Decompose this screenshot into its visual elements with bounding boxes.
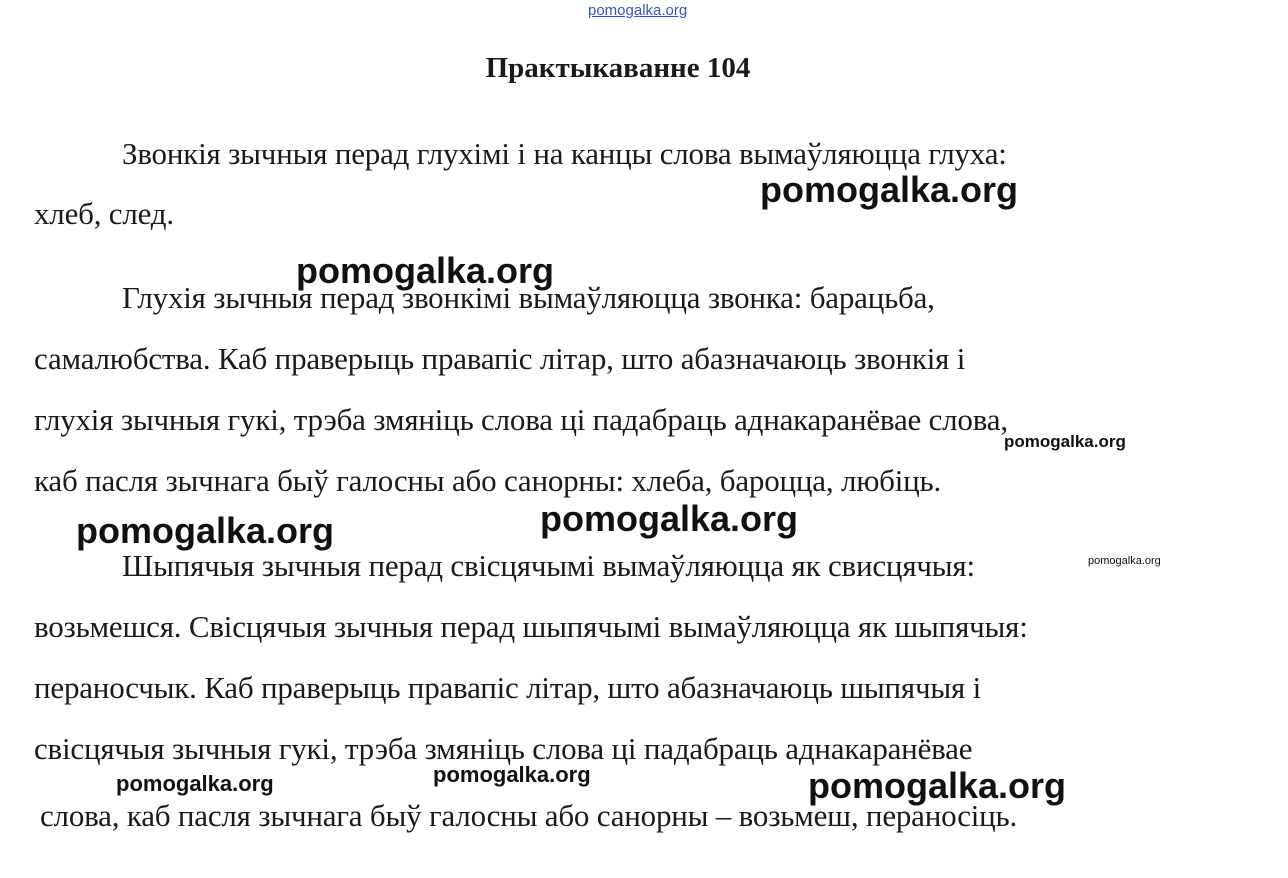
- text-line: слова, каб пасля зычнага быў галосны або санорны – возьмеш, пераносіць.: [40, 798, 1018, 833]
- watermark: pomogalka.org: [540, 498, 799, 539]
- watermark: pomogalka.org: [808, 765, 1067, 806]
- text-line: самалюбства. Каб праверыць правапіс літар, што абазначаюць звонкія і: [34, 341, 966, 376]
- text-line: хлеб, след.: [34, 196, 174, 231]
- text-line: свісцячыя зычныя гукі, трэба змяніць слова ці падабраць аднакаранёвае: [34, 731, 973, 766]
- text-line: возьмешся. Свісцячыя зычныя перад шыпячымі вымаўляюцца як шыпячыя:: [34, 609, 1028, 644]
- text-line: Шыпячыя зычныя перад свісцячымі вымаўляюцца як свисцячыя:: [122, 548, 975, 583]
- watermark: pomogalka.org: [433, 762, 591, 787]
- watermark: pomogalka.org: [1004, 432, 1126, 451]
- site-link[interactable]: pomogalka.org: [588, 2, 688, 19]
- watermark: pomogalka.org: [116, 771, 274, 796]
- page-title: Практыкаванне 104: [485, 52, 751, 84]
- watermark: pomogalka.org: [76, 510, 335, 551]
- watermark: pomogalka.org: [760, 169, 1019, 210]
- text-line: Глухія зычныя перад звонкімі вымаўляюцца звонка: барацьба,: [122, 280, 935, 315]
- text-line: пераносчык. Каб праверыць правапіс літар, што абазначаюць шыпячыя і: [34, 670, 981, 705]
- text-line: глухія зычныя гукі, трэба змяніць слова ці падабраць аднакаранёвае слова,: [34, 402, 1008, 437]
- text-line: Звонкія зычныя перад глухімі і на канцы слова вымаўляюцца глуха:: [122, 136, 1007, 171]
- watermark: pomogalka.org: [1088, 555, 1161, 567]
- watermark: pomogalka.org: [296, 250, 555, 291]
- text-line: каб пасля зычнага быў галосны або санорны: хлеба, бароцца, любіць.: [34, 463, 942, 498]
